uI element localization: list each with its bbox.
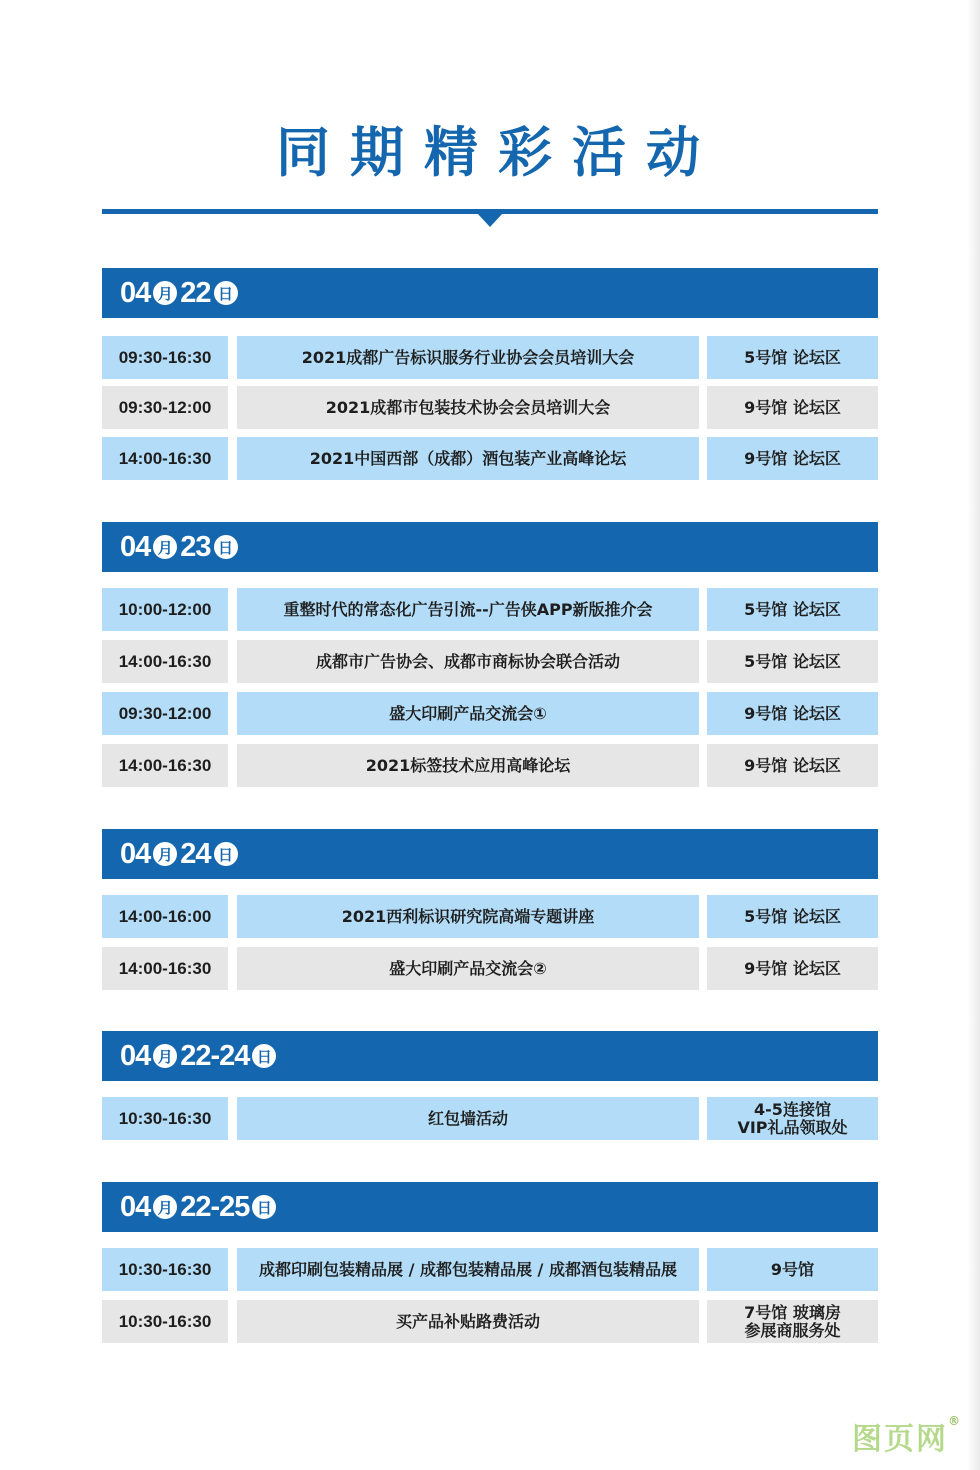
event-venue: 9号馆 论坛区 — [707, 692, 878, 735]
event-name: 重整时代的常态化广告引流--广告侠APP新版推介会 — [237, 588, 699, 631]
event-venue: 5号馆 论坛区 — [707, 640, 878, 683]
month-glyph: 月 — [153, 281, 177, 305]
date-day: 22 — [180, 276, 211, 309]
event-time: 10:30-16:30 — [102, 1300, 228, 1343]
event-row — [102, 386, 878, 429]
day-glyph: 日 — [214, 281, 238, 305]
date-month: 04 — [120, 1039, 151, 1072]
event-row — [102, 744, 878, 787]
month-glyph: 月 — [153, 1044, 177, 1068]
date-header — [102, 1182, 878, 1232]
date-day: 23 — [180, 530, 211, 563]
date-header — [102, 522, 878, 572]
event-venue: 4-5连接馆 VIP礼品领取处 — [707, 1097, 878, 1140]
event-name: 盛大印刷产品交流会② — [237, 947, 699, 990]
date-month: 04 — [120, 276, 151, 309]
event-venue: 9号馆 论坛区 — [707, 386, 878, 429]
event-venue: 5号馆 论坛区 — [707, 895, 878, 938]
date-day: 24 — [180, 837, 211, 870]
event-time: 14:00-16:30 — [102, 437, 228, 480]
date-day: 22-24 — [180, 1039, 250, 1072]
watermark-logo — [852, 1414, 962, 1458]
event-name: 2021西利标识研究院高端专题讲座 — [237, 895, 699, 938]
event-venue: 9号馆 论坛区 — [707, 744, 878, 787]
event-name: 成都印刷包装精品展 / 成都包装精品展 / 成都酒包装精品展 — [237, 1248, 699, 1291]
event-row — [102, 588, 878, 631]
event-name: 2021成都广告标识服务行业协会会员培训大会 — [237, 336, 699, 379]
event-row — [102, 1097, 878, 1140]
page-edge-shadow — [968, 0, 980, 1470]
event-time: 09:30-16:30 — [102, 336, 228, 379]
event-row — [102, 640, 878, 683]
day-glyph: 日 — [214, 535, 238, 559]
event-time: 10:30-16:30 — [102, 1248, 228, 1291]
event-time: 14:00-16:30 — [102, 640, 228, 683]
month-glyph: 月 — [153, 535, 177, 559]
date-month: 04 — [120, 837, 151, 870]
event-time: 14:00-16:30 — [102, 947, 228, 990]
day-glyph: 日 — [252, 1044, 276, 1068]
event-time: 14:00-16:30 — [102, 744, 228, 787]
event-name: 2021标签技术应用高峰论坛 — [237, 744, 699, 787]
watermark-text: 图页网 — [852, 1422, 948, 1457]
event-venue: 9号馆 论坛区 — [707, 947, 878, 990]
event-venue: 5号馆 论坛区 — [707, 336, 878, 379]
event-row — [102, 336, 878, 379]
event-name: 2021成都市包装技术协会会员培训大会 — [237, 386, 699, 429]
event-venue: 5号馆 论坛区 — [707, 588, 878, 631]
event-time: 14:00-16:00 — [102, 895, 228, 938]
event-row — [102, 947, 878, 990]
date-header — [102, 268, 878, 318]
date-header — [102, 829, 878, 879]
date-header — [102, 1031, 878, 1081]
event-name: 盛大印刷产品交流会① — [237, 692, 699, 735]
title-divider-arrow — [477, 213, 503, 227]
event-time: 09:30-12:00 — [102, 386, 228, 429]
event-time: 09:30-12:00 — [102, 692, 228, 735]
day-glyph: 日 — [214, 842, 238, 866]
month-glyph: 月 — [153, 842, 177, 866]
event-row — [102, 1248, 878, 1291]
date-month: 04 — [120, 1190, 151, 1223]
day-glyph: 日 — [252, 1195, 276, 1219]
event-row — [102, 1300, 878, 1343]
event-row — [102, 692, 878, 735]
event-venue: 9号馆 — [707, 1248, 878, 1291]
date-month: 04 — [120, 530, 151, 563]
event-name: 红包墙活动 — [237, 1097, 699, 1140]
event-time: 10:30-16:30 — [102, 1097, 228, 1140]
event-row — [102, 437, 878, 480]
event-name: 买产品补贴路费活动 — [237, 1300, 699, 1343]
registered-mark: ® — [948, 1414, 962, 1428]
event-name: 成都市广告协会、成都市商标协会联合活动 — [237, 640, 699, 683]
event-time: 10:00-12:00 — [102, 588, 228, 631]
page-title: 同期精彩活动 — [276, 121, 720, 184]
event-name: 2021中国西部（成都）酒包装产业高峰论坛 — [237, 437, 699, 480]
event-venue: 7号馆 玻璃房 参展商服务处 — [707, 1300, 878, 1343]
date-day: 22-25 — [180, 1190, 250, 1223]
event-row — [102, 895, 878, 938]
month-glyph: 月 — [153, 1195, 177, 1219]
event-venue: 9号馆 论坛区 — [707, 437, 878, 480]
